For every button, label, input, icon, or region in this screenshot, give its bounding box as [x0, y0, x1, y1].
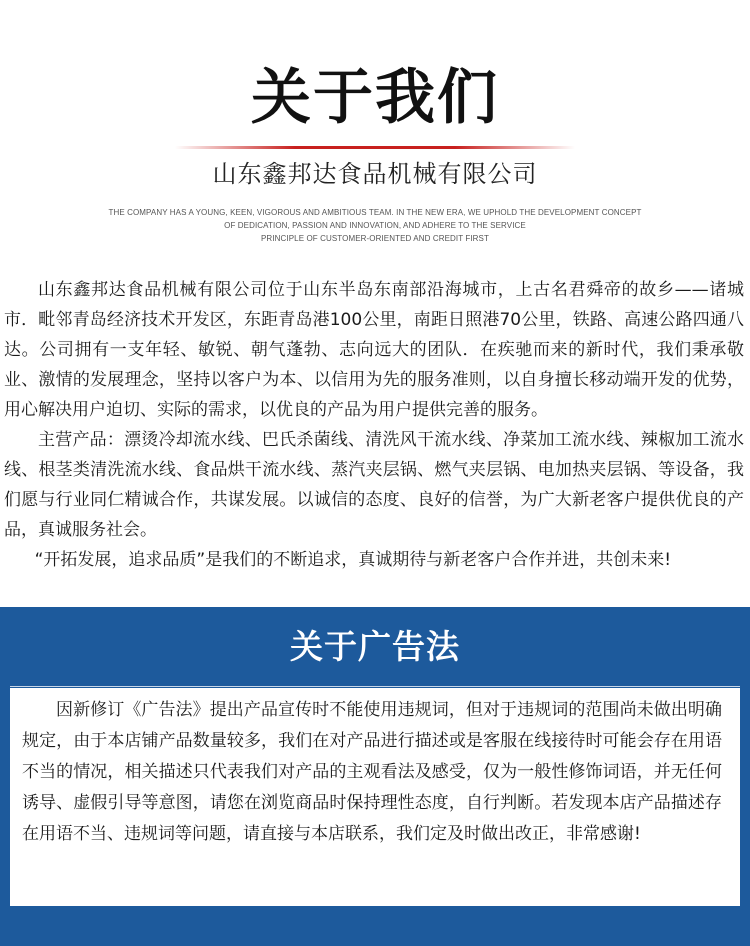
title-divider [175, 146, 575, 149]
company-intro [4, 275, 744, 575]
ad-law-title: 关于广告法 [290, 627, 460, 666]
intro-paragraph: 山东鑫邦达食品机械有限公司位于山东半岛东南部沿海城市，上古名君舜帝的故乡——诸城市．毗邻青岛经济技术开发区，东距青岛港100公里，南距日照港70公里，铁路、高速公路四通八达。公司拥有一支年轻、敏锐、朝气蓬勃、志向远大的团队．在疾驰而来的新时代，我们秉承敬业、激情的发展理念，坚持以客户为本、以信用为先的服务准则，以自身擅长移动端开发的优势，用心解决用户迫切、实际的需求，以优良的产品为用户提供完善的服务。 [4, 280, 744, 420]
about-title: 关于我们 [251, 63, 499, 133]
slogan-line: PRINCIPLE OF CUSTOMER-ORIENTED AND CREDIT FIRST [261, 234, 489, 243]
products-paragraph: 主营产品：漂烫冷却流水线、巴氏杀菌线、清洗风干流水线、净菜加工流水线、辣椒加工流水线、根茎类清洗流水线、食品烘干流水线、蒸汽夹层锅、燃气夹层锅、电加热夹层锅、等设备，我们愿与行业同仁精诚合作，共谋发展。以诚信的态度、良好的信誉，为广大新老客户提供优良的产品，真诚服务社会。 [4, 430, 744, 540]
company-name: 山东鑫邦达食品机械有限公司 [212, 160, 538, 188]
motto-paragraph: “开拓发展，追求品质”是我们的不断追求，真诚期待与新老客户合作并进，共创未来! [34, 550, 672, 570]
slogan-line: OF DEDICATION, PASSION AND INNOVATION, AND ADHERE TO THE SERVICE [224, 221, 526, 230]
ad-law-notice: 因新修订《广告法》提出产品宣传时不能使用违规词，但对于违规词的范围尚未做出明确规定，由于本店铺产品数量较多，我们在对产品进行描述或是客服在线接待时可能会存在用语不当的情况，相关描述只代表我们对产品的主观看法及感受，仅为一般性修饰词语，并无任何诱导、虚假引导等意图，请您在浏览商品时保持理性态度，自行判断。若发现本店产品描述存在用语不当、违规词等问题，请直接与本店联系，我们定及时做出改正，非常感谢! [22, 700, 722, 844]
slogan-line: THE COMPANY HAS A YOUNG, KEEN, VIGOROUS AND AMBITIOUS TEAM. IN THE NEW ERA, WE UPHOLD THE DEVELOPMENT CONCEPT [108, 208, 642, 217]
ad-law-divider [10, 686, 740, 687]
english-slogan [80, 206, 670, 245]
